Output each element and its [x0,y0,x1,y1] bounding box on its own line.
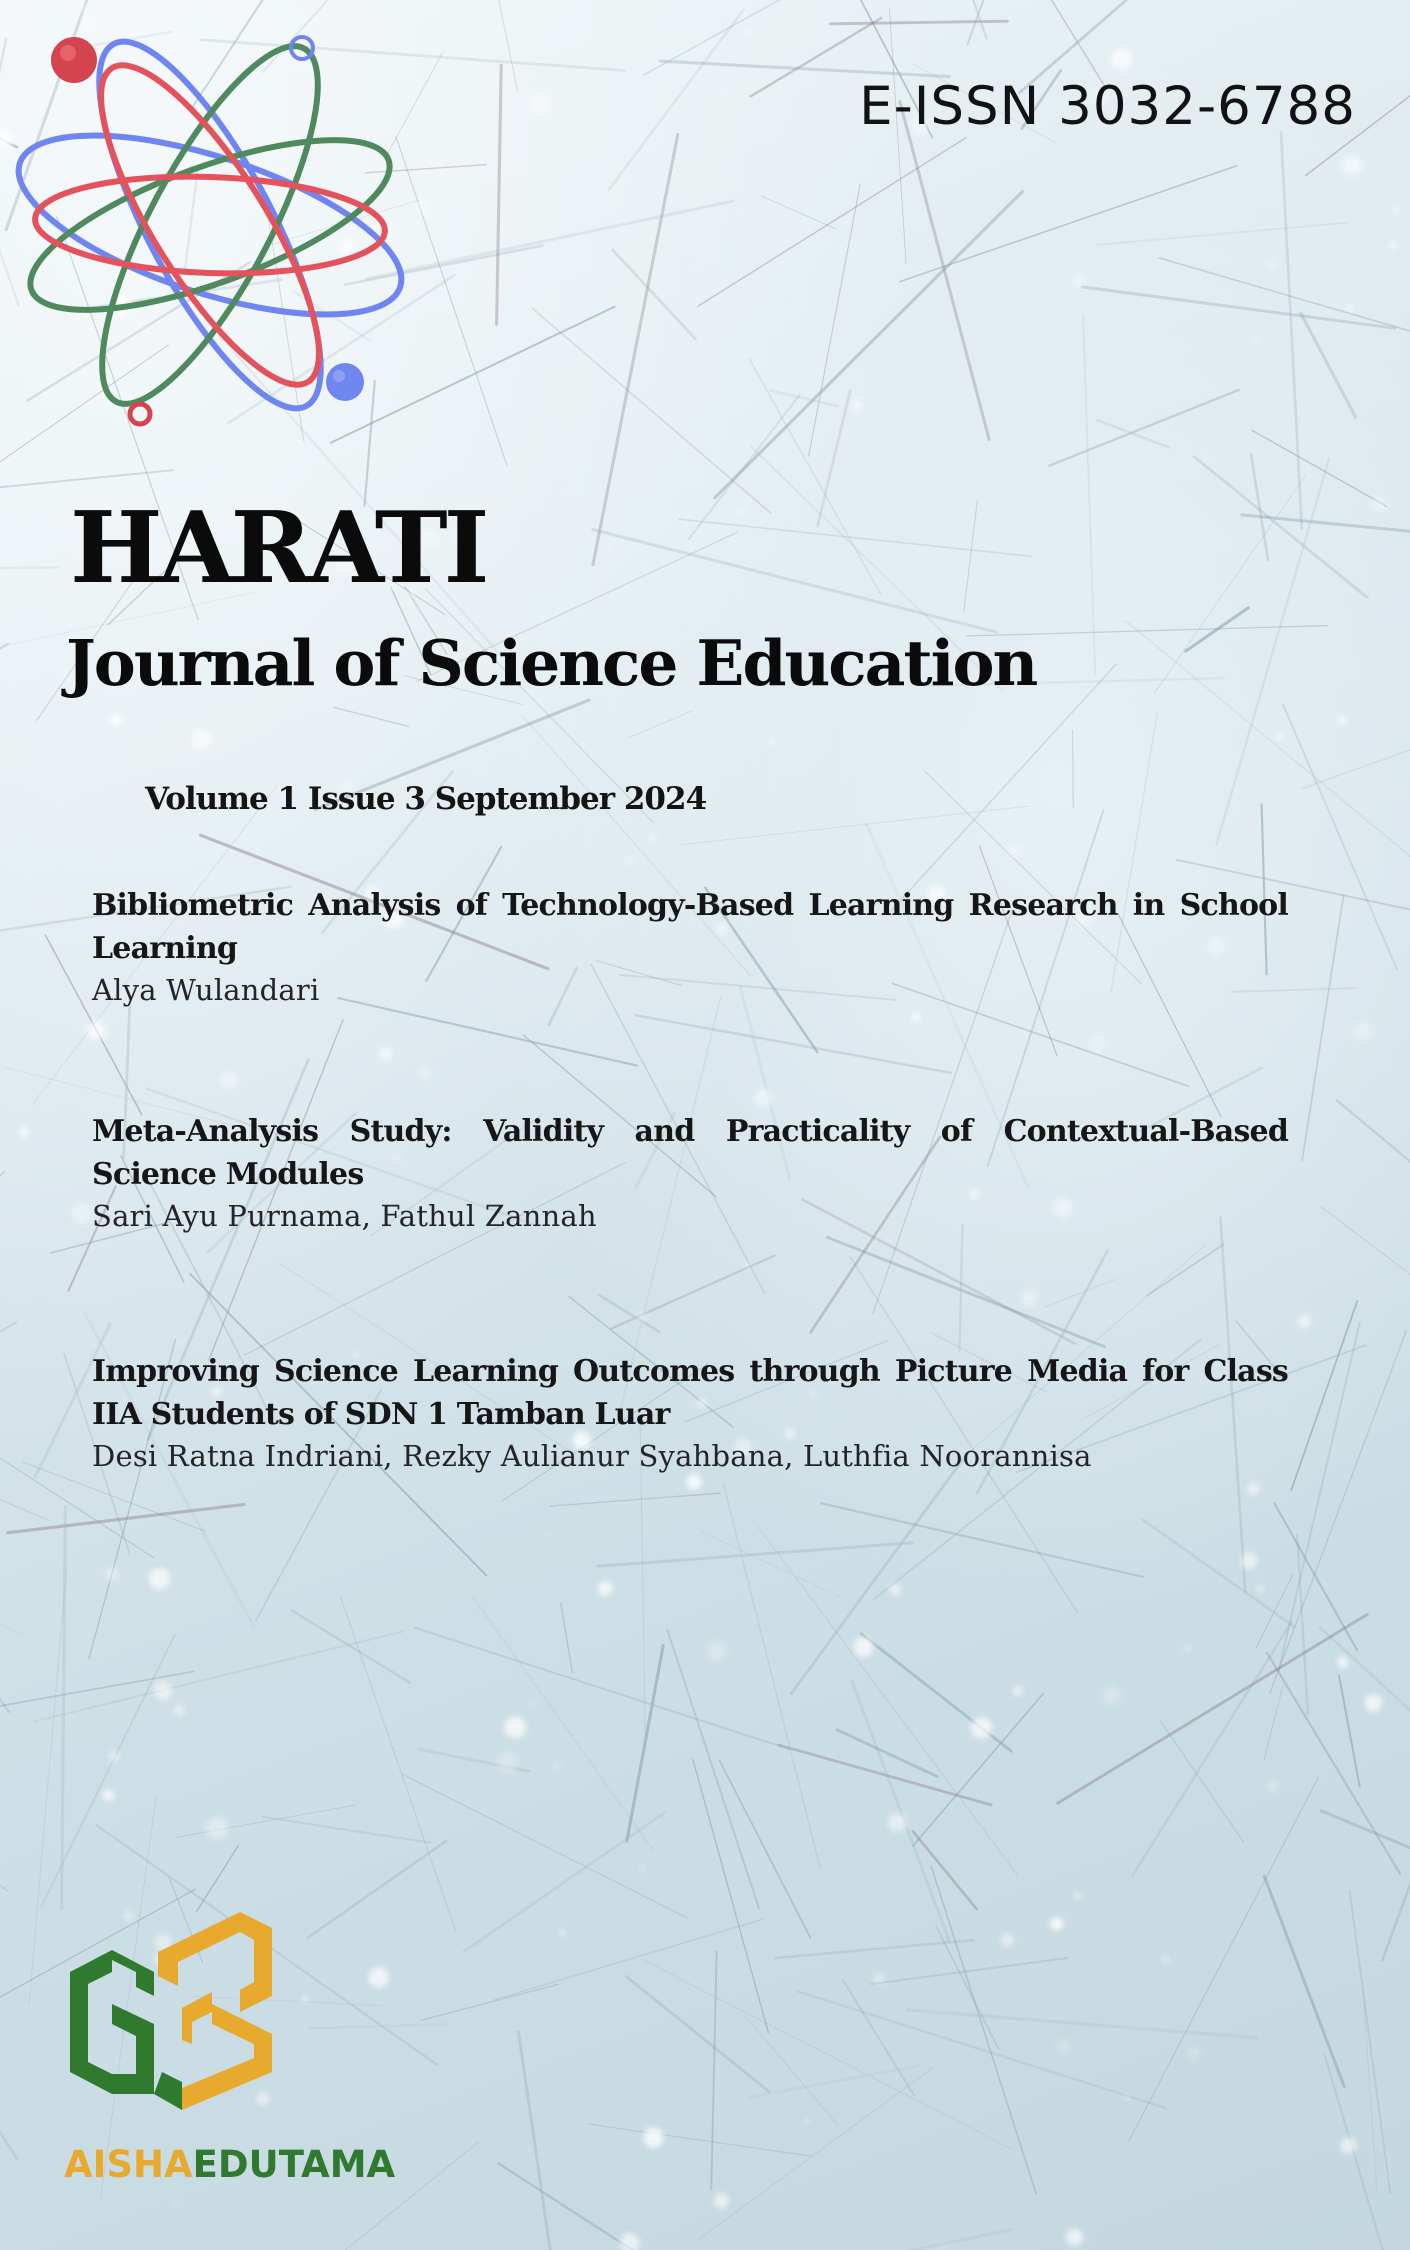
texture-streak [1083,315,1095,675]
bokeh-dot [1066,2229,1083,2246]
bokeh-dot [853,401,862,410]
texture-streak [468,0,518,92]
texture-streak [1132,1621,1292,1876]
bokeh-dot [971,1717,993,1739]
texture-streak [1195,457,1368,598]
texture-streak [590,2124,811,2156]
texture-streak [1337,1100,1410,1226]
bokeh-dot [1074,1892,1081,1899]
texture-streak [197,1846,239,1912]
texture-streak [1325,2056,1410,2250]
texture-streak [1242,515,1410,552]
bokeh-dot [1340,2137,1356,2153]
bokeh-dot [1013,1686,1023,1696]
bokeh-dot [1166,2157,1170,2161]
texture-streak [827,1237,1104,1346]
texture-streak [907,2010,1257,2038]
texture-streak [1279,1323,1360,1671]
texture-streak [29,1566,67,2004]
texture-streak [1264,1877,1344,2087]
bokeh-dot [154,1682,172,1700]
bokeh-dot [1125,2095,1129,2099]
issue-info: Volume 1 Issue 3 September 2024 [145,781,707,817]
texture-streak [34,1632,403,1722]
bokeh-dot [708,1641,727,1660]
publisher-name [64,2143,395,2186]
bokeh-dot [1337,1657,1348,1668]
texture-streak [749,359,881,595]
texture-streak [0,2068,17,2158]
texture-streak [598,1543,913,1567]
texture-streak [662,2230,1012,2250]
bokeh-dot [638,1313,646,1321]
bokeh-dot [559,1930,566,1937]
texture-streak [613,250,696,339]
bokeh-dot [754,1089,772,1107]
bokeh-dot [303,1996,309,2002]
texture-streak [1281,132,1302,528]
bokeh-dot [1072,275,1084,287]
bokeh-dot [854,1637,874,1657]
texture-streak [1073,730,1074,807]
texture-streak [1161,1721,1244,1841]
texture-streak [0,1852,8,1891]
bokeh-dot [1297,1314,1311,1328]
bokeh-dot [1248,1483,1259,1494]
texture-streak [1302,895,1343,1160]
texture-streak [627,1646,663,1842]
bokeh-dot [221,1072,237,1088]
texture-streak [1251,454,1268,560]
bokeh-dot [1338,717,1346,725]
texture-streak [779,1745,992,1805]
bokeh-dot [1111,49,1133,71]
bokeh-dot [379,1047,392,1060]
texture-streak [809,184,861,456]
article-authors: Desi Ratna Indriani, Rezky Aulianur Syahbana, Luthfia Noorannisa [92,1439,1092,1473]
bokeh-dot [686,1474,702,1490]
texture-streak [701,1532,841,1598]
texture-streak [1301,313,1356,417]
texture-streak [837,1730,937,1777]
texture-streak [635,1015,951,1073]
article-item [92,884,1288,1010]
texture-streak [550,1493,720,1506]
texture-streak [0,1553,9,1712]
bokeh-dot [1389,242,1396,249]
bokeh-dot [1343,156,1363,176]
texture-streak [1129,1777,1318,2140]
bokeh-dot [174,1705,184,1715]
bokeh-dot [723,91,727,95]
bokeh-dot [744,1261,751,1268]
texture-streak [758,1527,1017,1875]
texture-streak [1049,390,1239,466]
texture-streak [931,1867,1036,2194]
texture-streak [1125,620,1410,863]
article-item [92,1110,1288,1236]
bokeh-dot [1057,2040,1071,2054]
texture-streak [698,138,966,306]
atom-logo-icon [0,0,440,470]
texture-streak [711,1952,716,2190]
bokeh-dot [1184,1646,1189,1651]
publisher-name-part2: EDUTAMA [192,2143,396,2186]
texture-streak [627,1977,769,2092]
texture-streak [1383,1792,1410,1960]
bokeh-dot [1161,1956,1168,1963]
texture-streak [340,1596,456,1931]
texture-streak [175,1805,354,1837]
texture-streak [667,1630,759,1908]
bokeh-dot [598,1581,613,1596]
bokeh-dot [1268,261,1275,268]
texture-streak [1155,476,1305,693]
article-authors: Sari Ayu Purnama, Fathul Zannah [92,1199,597,1233]
texture-streak [629,711,692,738]
texture-streak [1320,1628,1410,1753]
bokeh-dot [173,2200,179,2206]
texture-streak [679,519,1031,556]
texture-streak [964,500,978,611]
texture-streak [593,530,997,633]
texture-streak [497,65,502,324]
texture-streak [750,2066,919,2098]
article-title: Improving Science Learning Outcomes through Picture Media for Class IIA Students of SDN 1 Tamban Luar [92,1354,1288,1432]
texture-streak [776,1940,974,1958]
texture-streak [960,1225,963,1352]
texture-streak [0,1172,4,1238]
texture-streak [334,707,409,726]
bokeh-dot [103,1789,115,1801]
texture-streak [473,1598,652,1850]
bokeh-dot [504,1717,526,1739]
bokeh-dot [19,1127,29,1137]
bokeh-dot [714,2194,729,2209]
bokeh-dot [149,1568,170,1589]
texture-streak [0,1322,17,1463]
bokeh-dot [639,1866,644,1871]
bokeh-dot [369,1967,390,1988]
texture-streak [1058,1614,1367,1803]
article-title: Bibliometric Analysis of Technology-Based Learning Research in School Learning [92,888,1288,966]
bokeh-dot [1090,1035,1107,1052]
texture-streak [0,568,59,571]
texture-streak [1270,1331,1406,1693]
texture-streak [1267,1653,1400,1874]
bokeh-dot [109,1752,119,1762]
bokeh-dot [1252,339,1257,344]
bokeh-dot [769,739,775,745]
texture-streak [414,1627,790,1749]
bokeh-dot [941,2246,946,2250]
bokeh-dot [737,507,746,516]
bokeh-dot [626,858,633,865]
texture-streak [1283,705,1397,970]
bokeh-dot [1241,1553,1257,1569]
texture-streak [421,1984,558,2020]
texture-streak [1264,1685,1283,1759]
texture-streak [745,2016,837,2125]
texture-streak [310,2024,444,2028]
bokeh-dot [1276,733,1284,741]
texture-streak [0,1379,49,1520]
bokeh-dot [497,1751,519,1773]
bokeh-dot [87,1021,106,1040]
bokeh-dot [620,2233,640,2250]
bokeh-dot [1353,1022,1372,1041]
texture-streak [1147,1244,1224,1295]
texture-streak [1096,223,1348,245]
texture-streak [682,806,1030,845]
texture-streak [593,134,678,564]
bokeh-dot [745,29,750,34]
bokeh-dot [546,1531,550,1535]
bokeh-dot [1347,305,1353,311]
journal-title: HARATI [70,491,486,606]
bokeh-dot [643,2127,663,2147]
bokeh-dot [530,1702,535,1707]
bokeh-dot [419,1065,433,1079]
texture-streak [1291,1301,1357,1490]
publisher-logo-icon [62,1912,292,2112]
texture-streak [697,2068,933,2241]
bokeh-dot [606,544,612,550]
bokeh-dot [179,1341,183,1345]
bokeh-dot [888,1813,907,1832]
bokeh-dot [104,1567,118,1581]
texture-streak [791,1460,962,1693]
texture-streak [1143,1520,1294,1626]
texture-streak [871,1958,1067,1984]
texture-streak [62,1508,66,1909]
texture-streak [715,192,1023,498]
bokeh-dot [71,1203,92,1224]
texture-streak [852,1681,949,1941]
texture-streak [599,1295,659,1332]
bokeh-dot [889,1584,901,1596]
texture-streak [771,391,838,407]
texture-streak [532,308,771,513]
bokeh-dot [1372,497,1387,512]
texture-streak [263,1817,430,1843]
bokeh-dot [1257,1586,1263,1592]
texture-streak [761,196,836,229]
article-authors: Alya Wulandari [92,973,320,1007]
bokeh-dot [1189,2048,1199,2058]
texture-streak [561,1604,573,1673]
bokeh-dot [1364,1694,1382,1712]
texture-streak [519,2032,556,2250]
bokeh-dot [1393,207,1398,212]
texture-streak [1363,1989,1377,2190]
bokeh-dot [650,835,655,840]
bokeh-dot [110,714,122,726]
article-title: Meta-Analysis Study: Validity and Practicality of Contextual-Based Science Modules [92,1114,1288,1192]
bokeh-dot [207,1817,229,1839]
texture-streak [936,1927,999,2049]
bokeh-dot [192,730,211,749]
texture-streak [1339,1675,1360,1786]
texture-streak [797,1991,1166,2108]
bokeh-dot [1050,1917,1064,1931]
bokeh-dot [553,1762,560,1769]
journal-subtitle: Journal of Science Education [66,626,1037,700]
texture-streak [719,1760,810,1937]
bokeh-dot [1001,1933,1014,1946]
bokeh-dot [530,94,550,114]
texture-streak [609,10,743,190]
bokeh-dot [805,2119,809,2123]
texture-streak [1321,1207,1410,1373]
bokeh-dot [911,1012,921,1022]
bokeh-dot [1008,845,1020,857]
issn: E-ISSN 3032-6788 [859,76,1356,137]
texture-streak [0,1475,24,1635]
texture-streak [0,644,8,726]
publisher-name-part1: AISHA [64,2143,193,2186]
texture-streak [495,1919,762,1999]
texture-streak [292,1611,410,1683]
bokeh-dot [1267,1780,1279,1792]
texture-streak [642,1959,1015,2150]
texture-streak [308,1841,446,1937]
texture-streak [818,390,851,526]
bokeh-dot [1021,1289,1038,1306]
bokeh-dot [874,1973,885,1984]
bokeh-dot [1102,1686,1120,1704]
article-item [92,1350,1288,1476]
